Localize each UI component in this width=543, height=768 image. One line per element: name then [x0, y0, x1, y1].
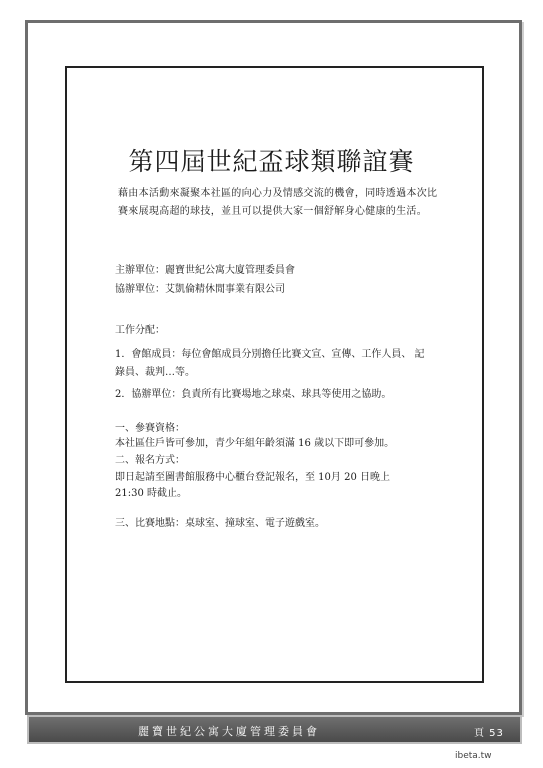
division-item-1-line-1: 1．會館成員：每位會館成員分別擔任比賽文宣、宣傳、工作人員、 記: [115, 349, 425, 360]
eligibility-body: 本社區住戶皆可參加，青少年組年齡須滿 16 歲以下即可參加。: [115, 438, 395, 449]
document-title: 第四屆世紀盃球類聯誼賽: [128, 147, 415, 176]
co-host-unit: 協辦單位：艾凱倫精休閒事業有限公司: [115, 284, 285, 295]
page-number: 頁 53: [474, 728, 504, 739]
venue-line: 三、比賽地點：桌球室、撞球室、電子遊戲室。: [115, 518, 325, 529]
eligibility-heading: 一、參賽資格：: [115, 423, 185, 434]
host-unit: 主辦單位：麗寶世紀公寓大廈管理委員會: [115, 265, 295, 276]
watermark: ibeta.tw: [455, 751, 492, 761]
division-item-2: 2．協辦單位：負責所有比賽場地之球桌、球具等使用之協助。: [115, 389, 392, 400]
registration-heading: 二、報名方式：: [115, 455, 185, 466]
registration-body-line-1: 即日起請至圖書館服務中心櫃台登記報名，至 10月 20 日晚上: [115, 472, 390, 483]
division-item-1-line-2: 錄員、裁判…等。: [115, 367, 195, 378]
footer-bar: [27, 715, 522, 744]
intro-paragraph: 藉由本活動來凝聚本社區的向心力及情感交流的機會，同時透過本次比賽來展現高超的球技，並且可以提供大家一個舒解身心健康的生活。: [118, 188, 438, 217]
registration-body-line-2: 21:30 時截止。: [115, 488, 187, 499]
division-heading: 工作分配：: [115, 325, 165, 336]
footer-title: 麗寶世紀公寓大廈管理委員會: [138, 725, 320, 738]
